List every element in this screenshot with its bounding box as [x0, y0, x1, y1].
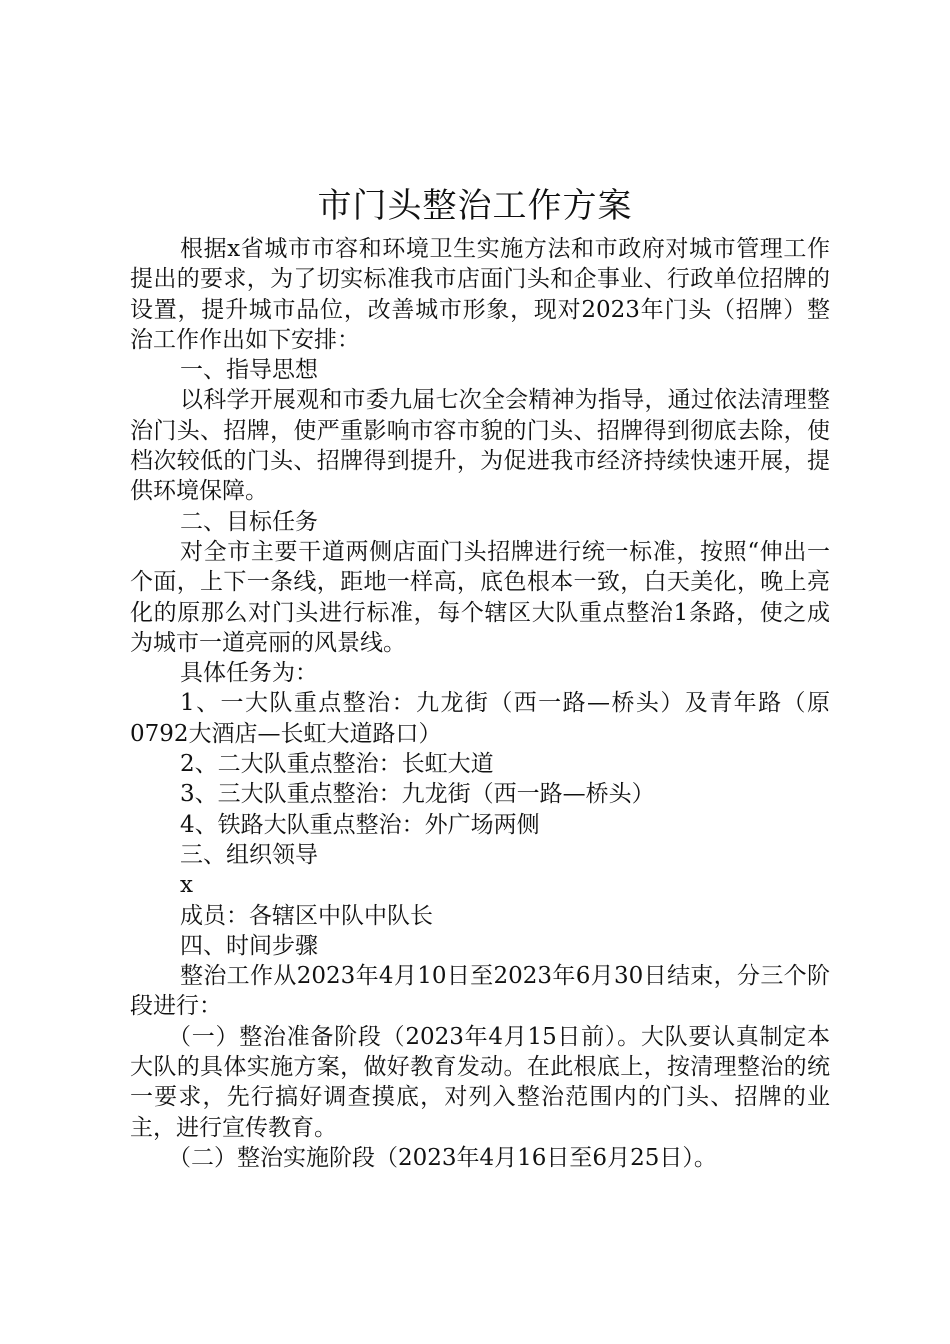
section-heading-timeline: 四、时间步骤 — [180, 932, 318, 959]
organization-members: 成员：各辖区中队中队长 — [180, 902, 433, 929]
timeline-paragraph: 整治工作从2023年4月10日至2023年6月30日结束，分三个阶段进行： — [130, 963, 830, 1020]
guiding-ideology-paragraph: 以科学开展观和市委九届七次全会精神为指导，通过依法清理整治门头、招牌，使严重影响市容市貌的门头、招牌得到彻底去除，使档次较低的门头、招牌得到提升，为促进我市经济持续快速开展，提供环境保障。 — [130, 387, 830, 505]
phase-2-paragraph: （二）整治实施阶段（2023年4月16日至6月25日）。 — [168, 1144, 717, 1171]
task-item-1: 1、一大队重点整治：九龙街（西一路—桥头）及青年路（原0792大酒店—长虹大道路口） — [130, 690, 830, 747]
specific-tasks-label: 具体任务为： — [180, 660, 318, 687]
document-title: 市门头整治工作方案 — [317, 186, 633, 226]
phase-1-paragraph: （一）整治准备阶段（2023年4月15日前）。大队要认真制定本大队的具体实施方案，做好教育发动。在此根底上，按清理整治的统一要求，先行搞好调查摸底，对列入整治范围内的门头、招牌的业主，进行宣传教育。 — [130, 1023, 830, 1141]
organization-leader: x — [180, 872, 193, 899]
target-tasks-paragraph: 对全市主要干道两侧店面门头招牌进行统一标准，按照“伸出一个面，上下一条线，距地一样高，底色根本一致，白天美化，晚上亮化的原那么对门头进行标准，每个辖区大队重点整治1条路，使之成为城市一道亮丽的风景线。 — [130, 538, 830, 656]
task-item-2: 2、二大队重点整治：长虹大道 — [180, 751, 494, 778]
section-heading-target-tasks: 二、目标任务 — [180, 508, 318, 535]
intro-paragraph: 根据x省城市市容和环境卫生实施方法和市政府对城市管理工作提出的要求，为了切实标准我市店面门头和企事业、行政单位招牌的设置，提升城市品位，改善城市形象，现对2023年门头（招牌）整治工作作出如下安排： — [130, 236, 830, 353]
task-item-4: 4、铁路大队重点整治：外广场两侧 — [180, 811, 540, 838]
section-heading-organization: 三、组织领导 — [180, 841, 318, 868]
task-item-3: 3、三大队重点整治：九龙街（西一路—桥头） — [180, 781, 655, 808]
document-body — [130, 234, 830, 1173]
section-heading-guiding-ideology: 一、指导思想 — [180, 357, 318, 384]
